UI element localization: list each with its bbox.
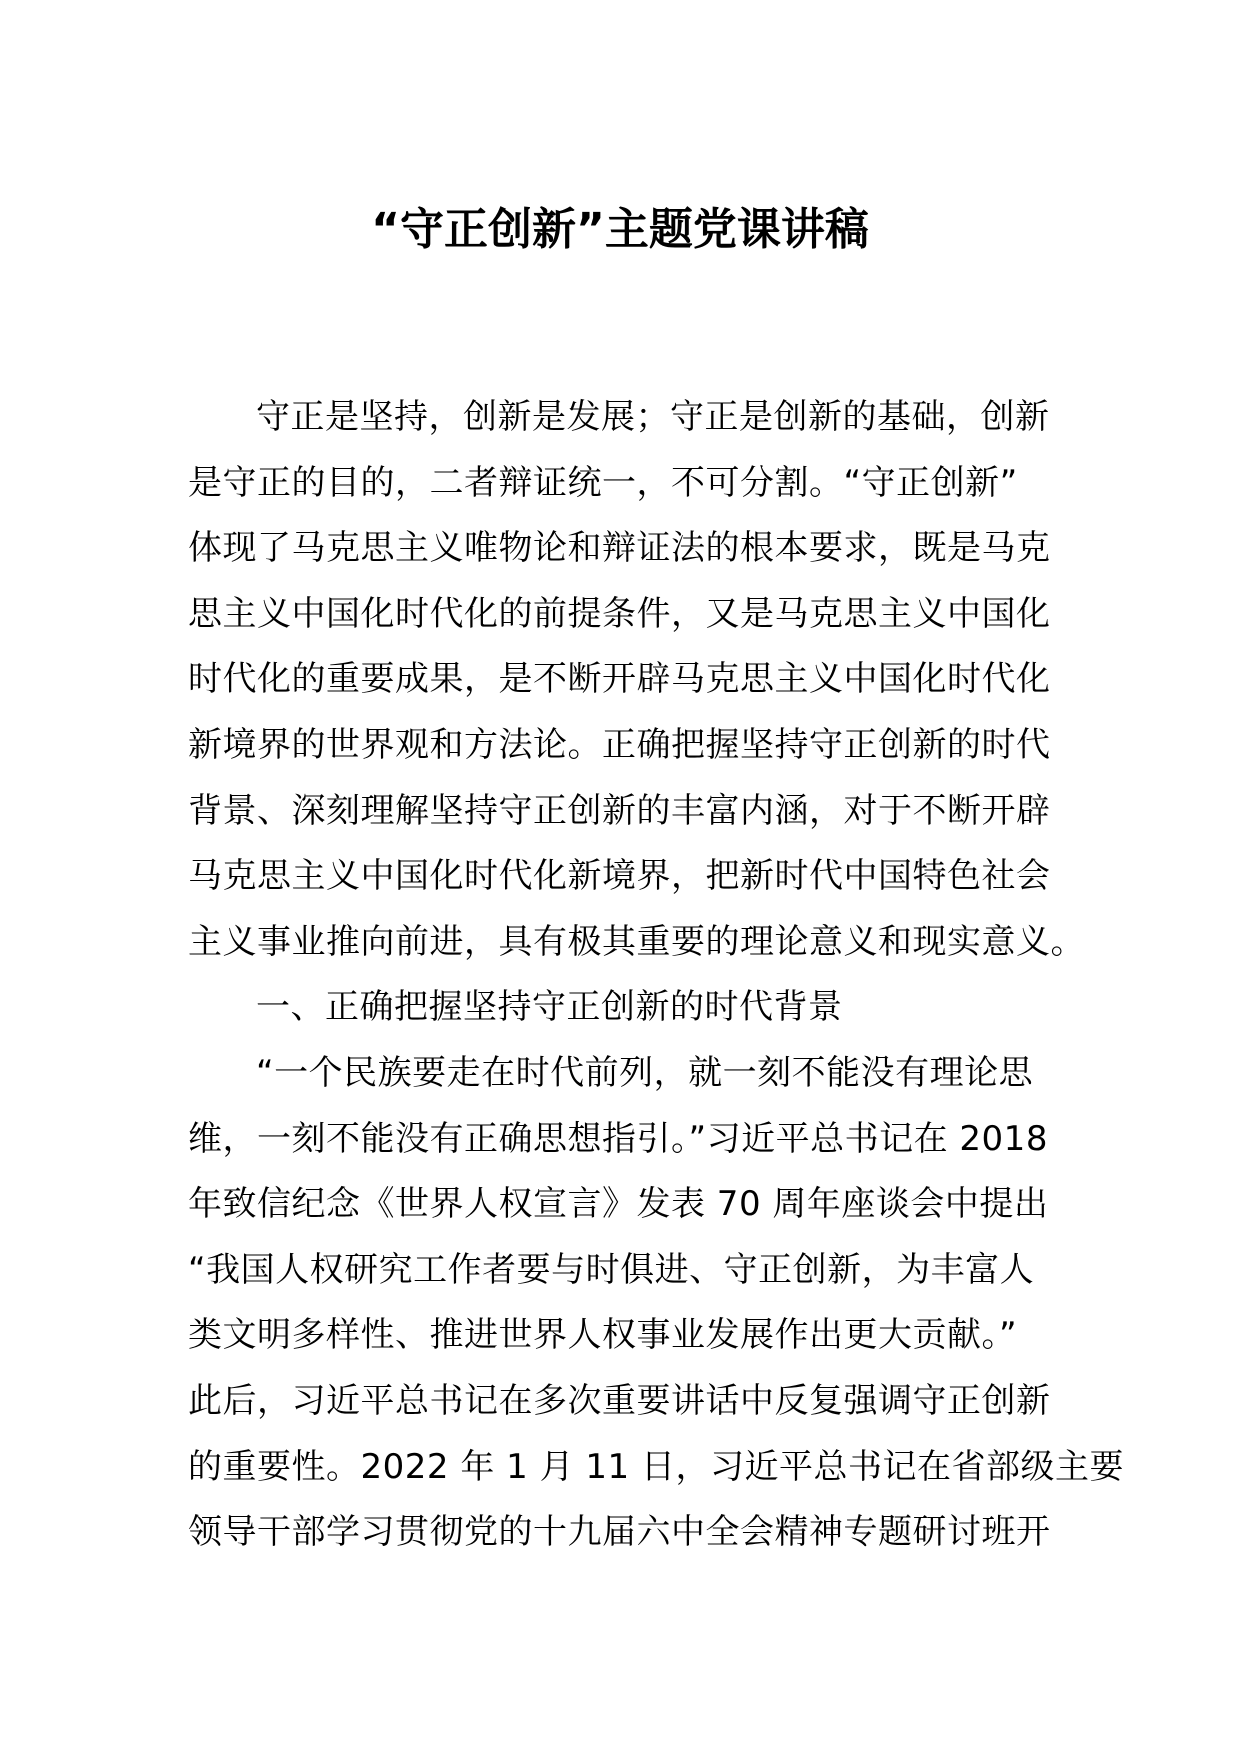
section-heading: 一、正确把握坚持守正创新的时代背景 — [256, 987, 843, 1028]
body-line: 思主义中国化时代化的前提条件，又是马克思主义中国化 — [188, 593, 1051, 634]
document-title: “守正创新”主题党课讲稿 — [371, 204, 869, 255]
body-line: 时代化的重要成果，是不断开辟马克思主义中国化时代化 — [188, 659, 1051, 700]
body-line: 年致信纪念《世界人权宣言》发表 70 周年座谈会中提出 — [188, 1184, 1049, 1225]
body-line: 体现了马克思主义唯物论和辩证法的根本要求，既是马克 — [188, 528, 1051, 569]
body-line: 新境界的世界观和方法论。正确把握坚持守正创新的时代 — [188, 724, 1051, 765]
body-line: 背景、深刻理解坚持守正创新的丰富内涵，对于不断开辟 — [188, 790, 1051, 831]
body-line: 此后，习近平总书记在多次重要讲话中反复强调守正创新 — [188, 1380, 1051, 1421]
body-line: 维，一刻不能没有正确思想指引。”习近平总书记在 2018 — [188, 1118, 1048, 1159]
body-line: 是守正的目的，二者辩证统一，不可分割。“守正创新” — [188, 462, 1018, 503]
body-line: 守正是坚持，创新是发展；守正是创新的基础，创新 — [256, 397, 1050, 437]
body-line: 马克思主义中国化时代化新境界，把新时代中国特色社会 — [188, 856, 1051, 897]
document-body — [188, 385, 1124, 1566]
body-line: 类文明多样性、推进世界人权事业发展作出更大贡献。” — [188, 1315, 1018, 1356]
body-line: 的重要性。2022 年 1 月 11 日，习近平总书记在省部级主要 — [188, 1446, 1124, 1487]
body-line: 领导干部学习贯彻党的十九届六中全会精神专题研讨班开 — [188, 1512, 1051, 1553]
body-line: “我国人权研究工作者要与时俱进、守正创新，为丰富人 — [188, 1249, 1035, 1290]
body-line: 主义事业推向前进，具有极其重要的理论意义和现实意义。 — [188, 921, 1085, 962]
body-line: “一个民族要走在时代前列，就一刻不能没有理论思 — [256, 1052, 1034, 1093]
